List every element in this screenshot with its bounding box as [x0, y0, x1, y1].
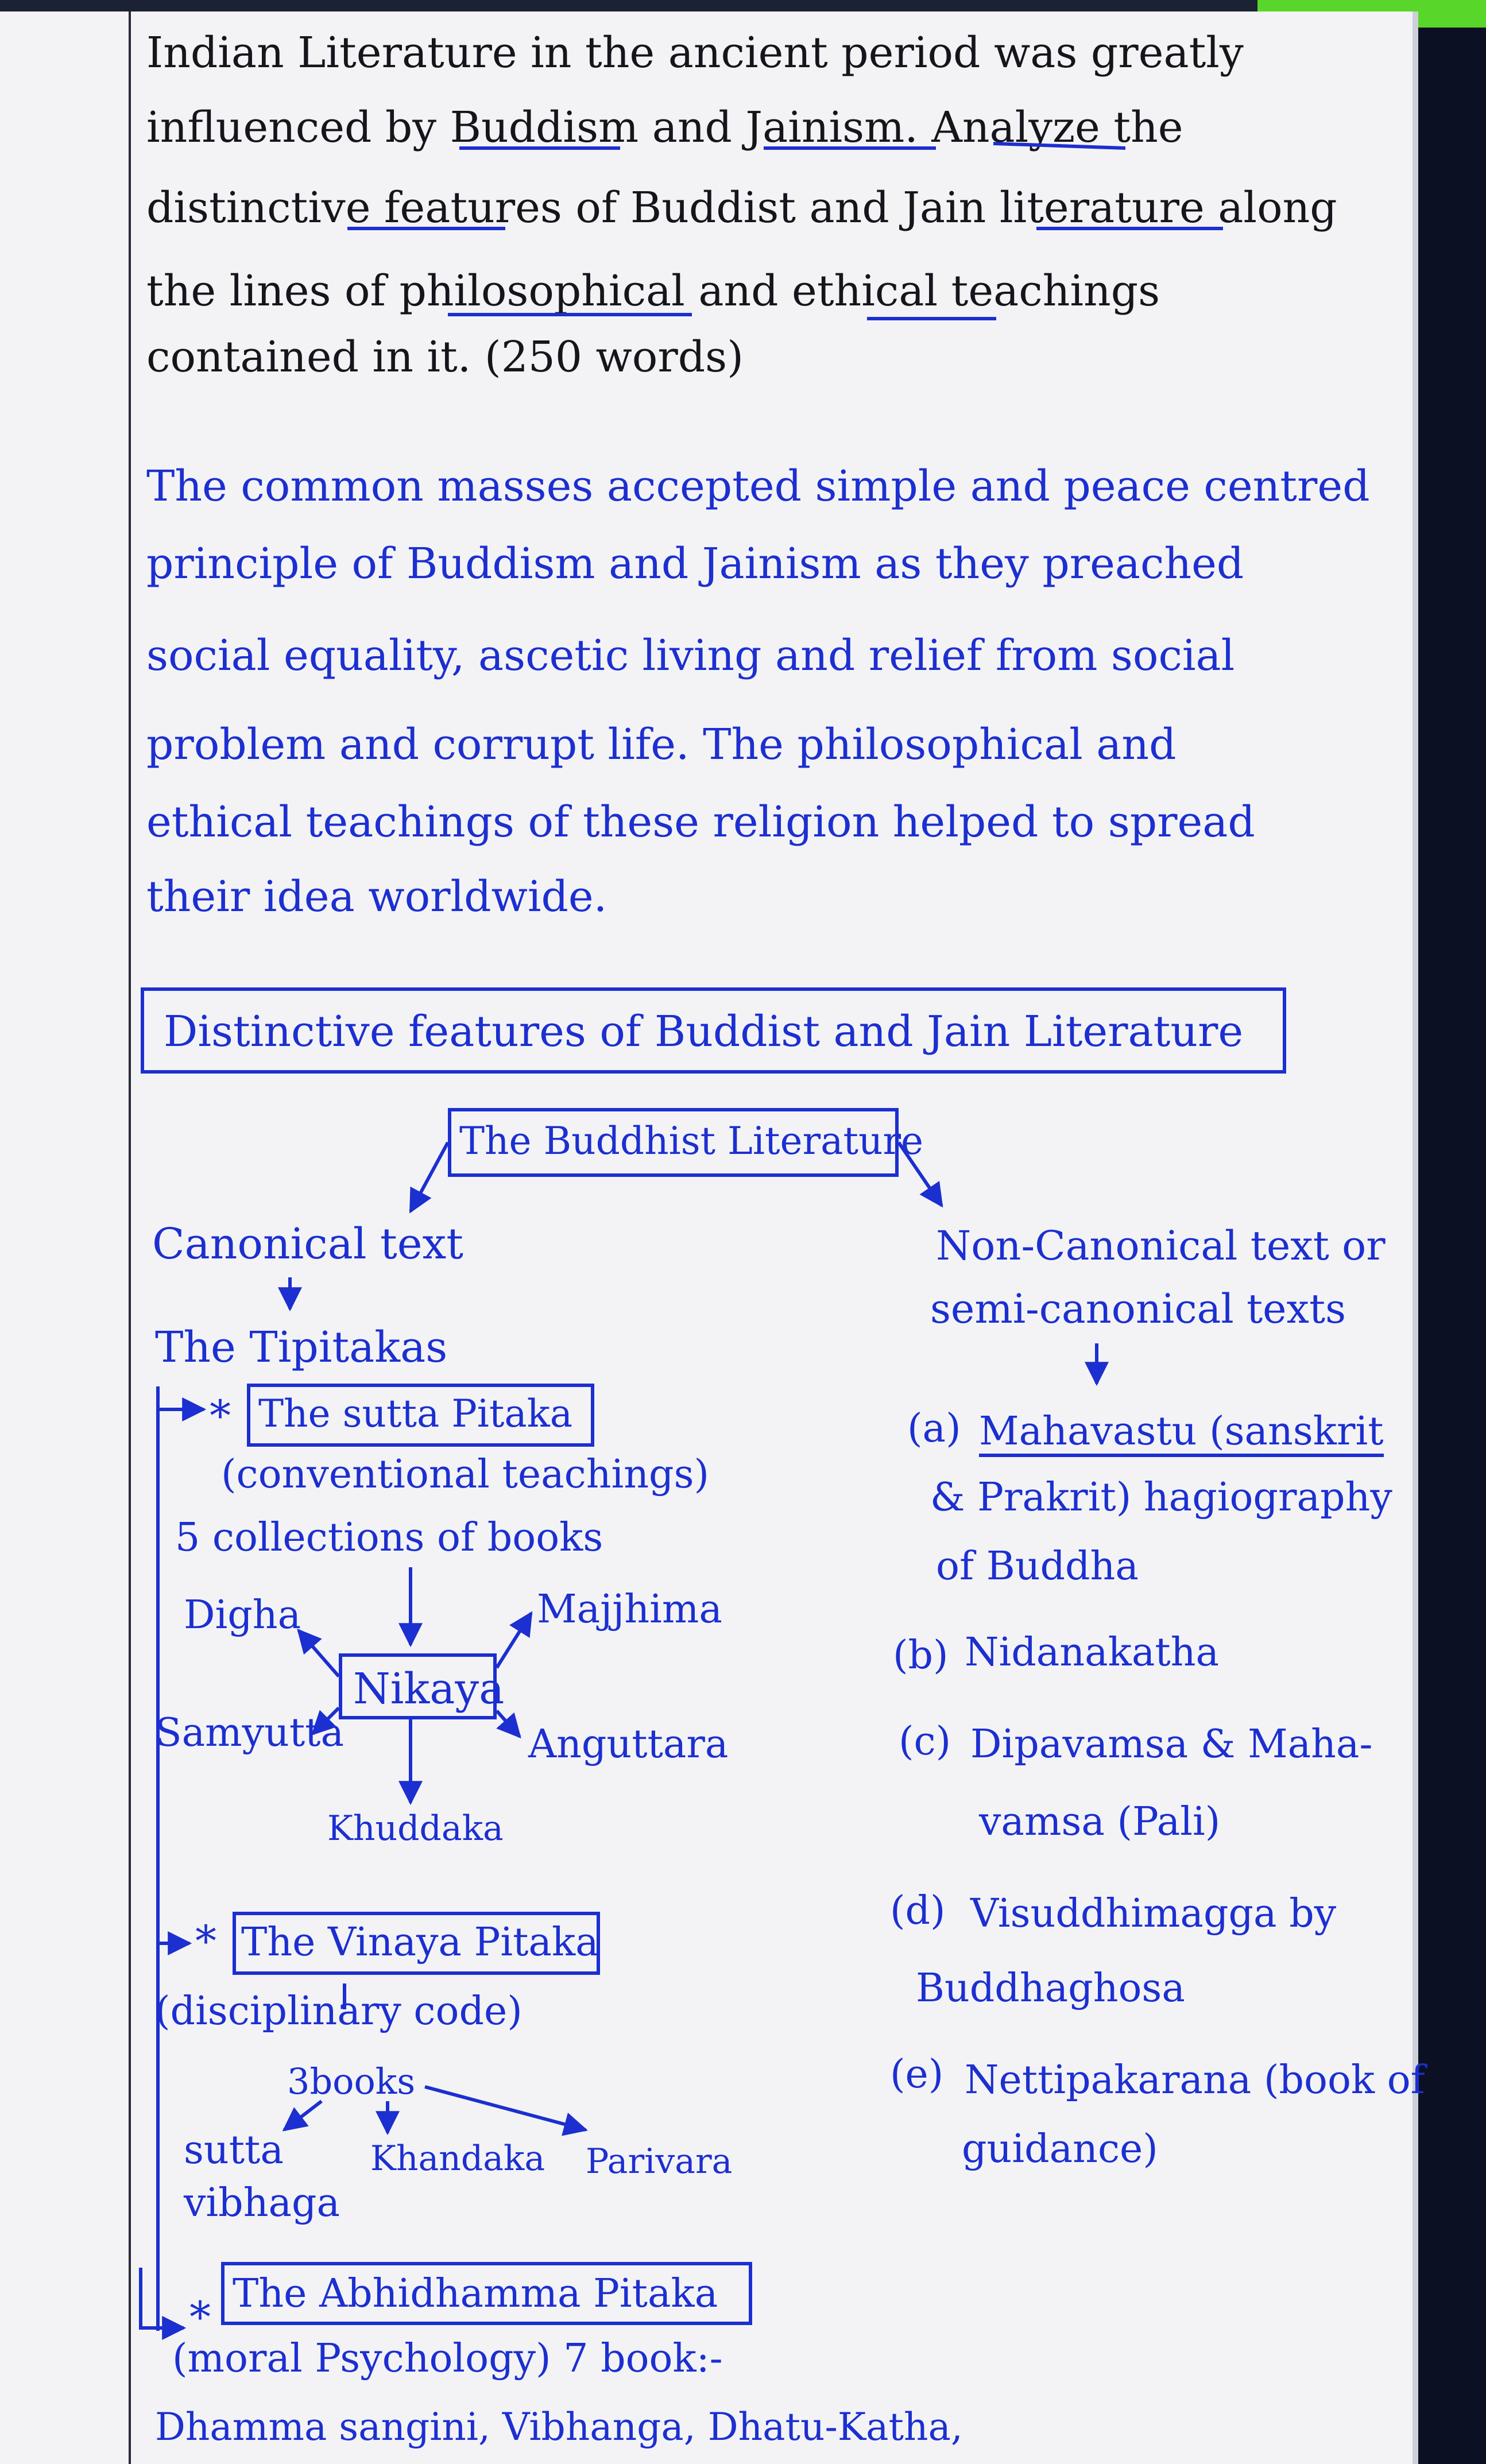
asterisk-vinaya: *: [195, 1917, 216, 1966]
answer-line-3: social equality, ascetic living and relief from social: [146, 631, 1235, 680]
question-line-3: distinctive features of Buddist and Jain literature along: [146, 183, 1337, 233]
item-a-marker: (a): [907, 1406, 961, 1451]
question-underlines: [347, 144, 1223, 319]
vinaya-pitaka-count: 3books: [287, 2060, 416, 2102]
vinaya-pitaka-title: The Vinaya Pitaka: [241, 1920, 599, 1965]
arrow-to-samyutta: [313, 1708, 339, 1734]
abhidhamma-books: Dhamma sangini, Vibhanga, Dhatu-Katha,: [155, 2405, 963, 2449]
answer-line-6: their idea worldwide.: [146, 872, 607, 921]
answer-line-2: principle of Buddism and Jainism as they preached: [146, 539, 1244, 588]
arrow-to-abhidhamma: [141, 2268, 184, 2328]
abhidhamma-pitaka-desc: (moral Psychology) 7 book:-: [172, 2336, 723, 2381]
arrow-to-anguttara: [497, 1711, 520, 1737]
answer-line-5: ethical teachings of these religion helped to spread: [146, 797, 1255, 847]
item-b-marker: (b): [893, 1633, 949, 1678]
non-canonical-label-1: Non-Canonical text or: [936, 1222, 1386, 1269]
nikaya-center: Nikaya: [353, 1664, 505, 1714]
arrow-to-digha: [299, 1630, 339, 1676]
arrow-to-parivara: [425, 2087, 586, 2130]
item-d-line-1: Visuddhimagga by: [970, 1891, 1337, 1936]
nikaya-book-digha: Digha: [184, 1593, 301, 1638]
buddhist-title: The Buddhist Literature: [459, 1119, 924, 1163]
question-line-4: the lines of philosophical and ethical teachings: [146, 266, 1160, 316]
item-e-line-2: guidance): [962, 2126, 1158, 2172]
arrow-to-canonical: [411, 1142, 448, 1211]
vinaya-book-sutta-vibhaga: sutta vibhaga: [184, 2128, 340, 2226]
vinaya-book-parivara: Parivara: [586, 2141, 733, 2182]
arrow-to-sutta-vibhaga: [284, 2101, 322, 2130]
item-a-line-3: of Buddha: [936, 1544, 1139, 1589]
section-heading: Distinctive features of Buddist and Jain Literature: [164, 1007, 1244, 1056]
sutta-pitaka-title: The sutta Pitaka: [258, 1392, 573, 1436]
question-line-5: contained in it. (250 words): [146, 332, 744, 382]
item-a-line-1: Mahavastu (sanskrit: [979, 1412, 1384, 1457]
item-e-marker: (e): [890, 2052, 944, 2097]
arrow-to-majjhima: [497, 1613, 531, 1668]
item-c-line-2: vamsa (Pali): [979, 1799, 1221, 1845]
item-b-line-1: Nidanakatha: [965, 1630, 1220, 1675]
item-c-marker: (c): [899, 1719, 951, 1764]
tipitakas-label: The Tipitakas: [155, 1323, 448, 1372]
item-a-line-2: & Prakrit) hagiography: [930, 1475, 1392, 1520]
abhidhamma-pitaka-title: The Abhidhamma Pitaka: [233, 2271, 718, 2316]
asterisk-sutta: *: [210, 1392, 231, 1441]
nikaya-book-anguttara: Anguttara: [528, 1722, 729, 1767]
item-d-line-2: Buddhaghosa: [916, 1966, 1185, 2011]
non-canonical-label-2: semi-canonical texts: [930, 1285, 1346, 1332]
answer-line-4: problem and corrupt life. The philosophical and: [146, 720, 1177, 769]
asterisk-abhidhamma: *: [189, 2293, 211, 2342]
arrow-to-non-canonical: [899, 1142, 942, 1206]
nikaya-book-khuddaka: Khuddaka: [327, 1808, 504, 1849]
item-e-line-1: Nettipakarana (book of: [965, 2058, 1425, 2103]
answer-line-1: The common masses accepted simple and peace centred: [146, 462, 1370, 511]
sutta-pitaka-desc: (conventional teachings): [221, 1452, 709, 1497]
canonical-label: Canonical text: [152, 1219, 464, 1269]
nikaya-book-majjhima: Majjhima: [537, 1587, 722, 1632]
item-c-line-1: Dipavamsa & Maha-: [970, 1722, 1373, 1767]
nikaya-book-samyutta: Samyutta: [155, 1710, 345, 1756]
sutta-pitaka-count: 5 collections of books: [175, 1515, 603, 1560]
question-line-2: influenced by Buddism and Jainism. Analyze the: [146, 103, 1183, 152]
vinaya-book-khandaka: Khandaka: [370, 2138, 545, 2179]
item-d-marker: (d): [890, 1888, 946, 1934]
vinaya-pitaka-desc: (disciplinary code): [155, 1989, 523, 2034]
question-line-1: Indian Literature in the ancient period was greatly: [146, 28, 1244, 78]
